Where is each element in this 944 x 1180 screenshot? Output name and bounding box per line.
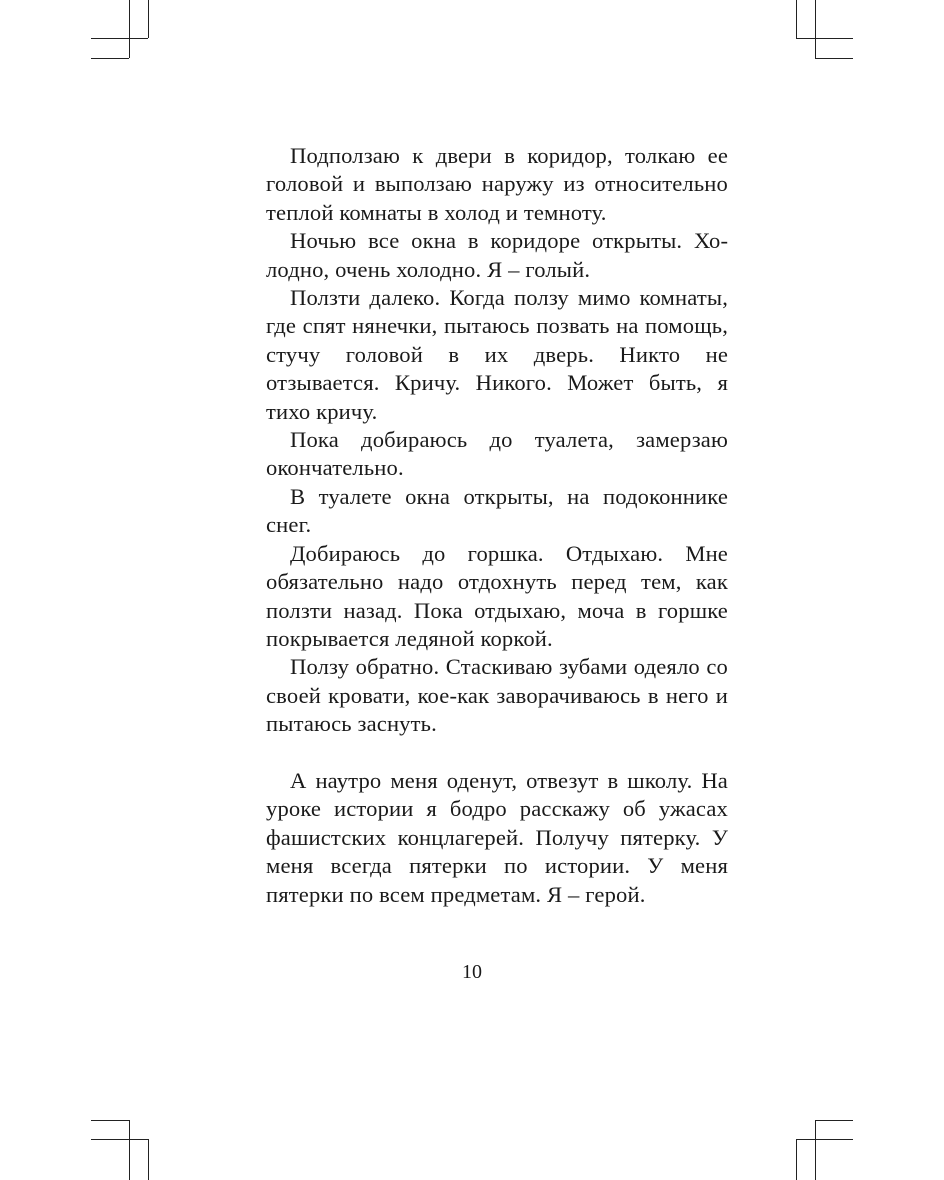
paragraph: Ночью все окна в коридоре открыты. Холодно, очень холодно. Я – голый. bbox=[266, 228, 728, 282]
crop-mark-top-right-vertical-inner bbox=[815, 0, 816, 58]
crop-mark-top-right-horizontal-inner bbox=[815, 58, 853, 59]
crop-mark-bottom-left-horizontal-inner bbox=[91, 1120, 129, 1121]
page-number: 10 bbox=[462, 961, 482, 983]
crop-mark-bottom-right-horizontal-inner bbox=[815, 1120, 853, 1121]
crop-mark-bottom-left-horizontal bbox=[91, 1139, 148, 1140]
crop-mark-top-right-vertical-outer bbox=[796, 0, 797, 38]
paragraph: А наутро меня оденут, отвезут в школу. На уроке истории я бодро расскажу об ужасах фашистских концлагерей. Получу пятерку. У меня всегда пятерки по истории. У меня пятерки по всем предметам. Я – герой. bbox=[266, 767, 728, 907]
crop-mark-bottom-left-vertical-outer bbox=[129, 1120, 130, 1180]
crop-mark-bottom-left-vertical-inner bbox=[148, 1139, 149, 1180]
crop-mark-top-left-horizontal-inner bbox=[91, 58, 129, 59]
paragraph: Добираюсь до горшка. Отдыхаю. Мне обязательно надо отдохнуть перед тем, как ползти назад. Пока отдыхаю, моча в горшке покрывается ледяной коркой. bbox=[266, 540, 728, 651]
crop-mark-bottom-right-horizontal bbox=[796, 1139, 853, 1140]
paragraph: Подползаю к двери в коридор, толкаю ее головой и выползаю наружу из относительно теплой комнаты в холод и темноту. bbox=[266, 143, 728, 225]
crop-mark-bottom-right-vertical-outer bbox=[796, 1139, 797, 1180]
paragraph: Ползти далеко. Когда ползу мимо комнаты, где спят нянечки, пытаюсь позвать на помощь, стучу головой в их дверь. Никто не отзывается. Кричу. Никого. Может быть, я тихо кричу. bbox=[266, 285, 728, 424]
paragraph: Ползу обратно. Стаскиваю зубами одеяло со своей кровати, кое-как заворачиваюсь в него и пытаюсь заснуть. bbox=[266, 654, 728, 737]
page-text-block bbox=[266, 142, 728, 909]
paragraph: Пока добираюсь до туалета, замерзаю окончательно. bbox=[266, 427, 728, 481]
crop-mark-top-left-horizontal bbox=[91, 38, 148, 39]
crop-mark-top-left-vertical-outer bbox=[129, 0, 130, 58]
paragraph: В туалете окна открыты, на подоконнике снег. bbox=[266, 483, 728, 538]
crop-mark-top-right-horizontal bbox=[796, 38, 853, 39]
crop-mark-bottom-right-vertical-inner bbox=[815, 1120, 816, 1180]
crop-mark-top-left-vertical-inner bbox=[148, 0, 149, 38]
